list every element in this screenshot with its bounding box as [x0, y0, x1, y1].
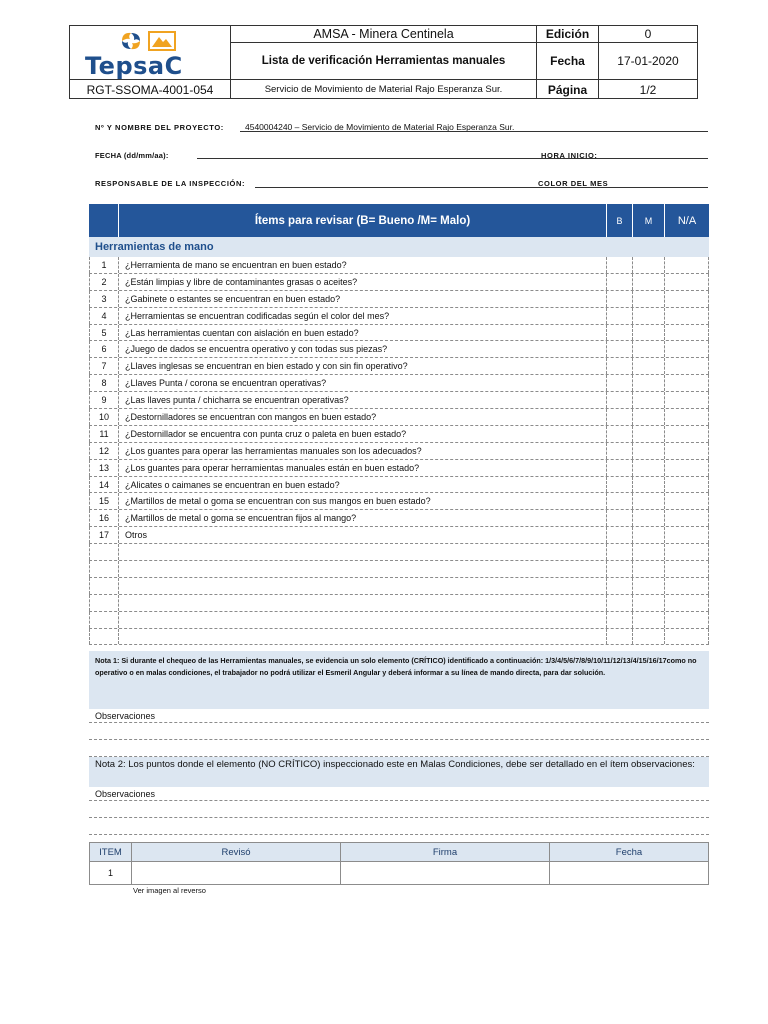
row-check-m[interactable]	[633, 527, 665, 543]
row-check-na[interactable]	[665, 629, 709, 645]
page-label: Página	[537, 80, 599, 99]
table-row	[89, 325, 709, 342]
table-row	[89, 460, 709, 477]
row-question: ¿Los guantes para operar herramientas manuales están en buen estado?	[119, 460, 607, 476]
table-row	[89, 358, 709, 375]
header-number-cell	[89, 204, 119, 237]
row-check-b[interactable]	[607, 257, 633, 273]
row-check-m[interactable]	[633, 510, 665, 526]
table-row	[89, 409, 709, 426]
row-check-m[interactable]	[633, 426, 665, 442]
row-check-b[interactable]	[607, 460, 633, 476]
table-row	[89, 274, 709, 291]
row-number: 16	[89, 510, 119, 526]
table-row	[89, 510, 709, 527]
project-line	[240, 131, 708, 132]
row-question	[119, 612, 607, 628]
row-check-m[interactable]	[633, 409, 665, 425]
row-question: ¿Llaves inglesas se encuentran en bien estado y con sin fin operativo?	[119, 358, 607, 374]
sig-header-reviso: Revisó	[132, 843, 341, 861]
observations-line-1[interactable]	[89, 722, 709, 723]
row-number: 8	[89, 375, 119, 391]
row-number: 7	[89, 358, 119, 374]
observations2-line-2[interactable]	[89, 817, 709, 818]
row-question: ¿Alicates o caimanes se encuentran en buen estado?	[119, 477, 607, 493]
date-value: 17-01-2020	[599, 43, 697, 80]
row-check-b[interactable]	[607, 375, 633, 391]
row-check-b[interactable]	[607, 629, 633, 645]
row-check-m[interactable]	[633, 291, 665, 307]
row-question	[119, 561, 607, 577]
observations2-line-1[interactable]	[89, 800, 709, 801]
row-question: ¿Martillos de metal o goma se encuentran fijos al mango?	[119, 510, 607, 526]
row-question: ¿Herramienta de mano se encuentran en buen estado?	[119, 257, 607, 273]
project-value: 4540004240 – Servicio de Movimiento de Material Rajo Esperanza Sur.	[245, 122, 515, 132]
row-check-m[interactable]	[633, 561, 665, 577]
row-question: ¿Destornilladores se encuentran con mangos en buen estado?	[119, 409, 607, 425]
row-check-na[interactable]	[665, 544, 709, 560]
row-check-b[interactable]	[607, 409, 633, 425]
row-check-na[interactable]	[665, 308, 709, 324]
row-check-m[interactable]	[633, 544, 665, 560]
table-row	[89, 375, 709, 392]
row-check-m[interactable]	[633, 274, 665, 290]
header-m: M	[633, 204, 665, 237]
swirl-logo-icon	[118, 30, 144, 52]
row-check-b[interactable]	[607, 358, 633, 374]
row-check-b[interactable]	[607, 561, 633, 577]
row-number: 15	[89, 493, 119, 509]
footer-note: Ver imagen al reverso	[133, 886, 206, 895]
row-question: ¿Llaves Punta / corona se encuentran operativas?	[119, 375, 607, 391]
row-number	[89, 544, 119, 560]
header-b: B	[607, 204, 633, 237]
row-check-b[interactable]	[607, 392, 633, 408]
table-row	[89, 443, 709, 460]
row-question: ¿Martillos de metal o goma se encuentran con sus mangos en buen estado?	[119, 493, 607, 509]
row-check-m[interactable]	[633, 341, 665, 357]
nota-1: Nota 1: Si durante el chequeo de las Herramientas manuales, se evidencia un solo elemento (CRÍTICO) identificado a continuación: 1/3/4/5/6/7/8/9/10/11/12/13/4/15/16/17como no operativo o en malas condiciones, el trabajador no podrá utilizar el Esmeril Angular y deberá informar a su línea de mando directa, para dar solución.	[89, 651, 709, 709]
row-check-b[interactable]	[607, 527, 633, 543]
row-check-na[interactable]	[665, 341, 709, 357]
row-number: 6	[89, 341, 119, 357]
row-question: ¿Están limpias y libre de contaminantes grasas o aceites?	[119, 274, 607, 290]
table-row	[89, 527, 709, 544]
row-number	[89, 595, 119, 611]
sig-header-item: ITEM	[90, 843, 132, 861]
row-check-b[interactable]	[607, 426, 633, 442]
table-row	[89, 257, 709, 274]
row-check-m[interactable]	[633, 477, 665, 493]
row-number: 5	[89, 325, 119, 341]
row-check-b[interactable]	[607, 544, 633, 560]
color-of-month-label: COLOR DEL MES	[538, 179, 609, 188]
row-number: 14	[89, 477, 119, 493]
row-check-m[interactable]	[633, 612, 665, 628]
mountain-logo-icon	[148, 31, 176, 51]
observations-label: Observaciones	[95, 711, 156, 721]
items-table-body	[89, 257, 709, 645]
row-check-m[interactable]	[633, 358, 665, 374]
row-number: 4	[89, 308, 119, 324]
row-question: ¿Gabinete o estantes se encuentran en buen estado?	[119, 291, 607, 307]
row-check-m[interactable]	[633, 325, 665, 341]
row-check-na[interactable]	[665, 426, 709, 442]
row-check-m[interactable]	[633, 578, 665, 594]
observations-line-2[interactable]	[89, 739, 709, 740]
header-na: N/A	[677, 214, 697, 227]
row-number: 3	[89, 291, 119, 307]
row-check-b[interactable]	[607, 510, 633, 526]
row-check-b[interactable]	[607, 291, 633, 307]
signature-header	[89, 842, 709, 862]
row-check-na[interactable]	[665, 274, 709, 290]
table-row	[89, 426, 709, 443]
row-check-na[interactable]	[665, 493, 709, 509]
row-check-b[interactable]	[607, 578, 633, 594]
table-row	[89, 291, 709, 308]
row-number: 12	[89, 443, 119, 459]
table-row	[89, 341, 709, 358]
row-check-m[interactable]	[633, 443, 665, 459]
row-number	[89, 578, 119, 594]
service-name: Servicio de Movimiento de Material Rajo Esperanza Sur.	[231, 80, 537, 99]
row-check-na[interactable]	[665, 595, 709, 611]
row-check-b[interactable]	[607, 477, 633, 493]
row-check-m[interactable]	[633, 595, 665, 611]
row-question: ¿Juego de dados se encuentra operativo y con todas sus piezas?	[119, 341, 607, 357]
row-check-b[interactable]	[607, 274, 633, 290]
row-check-na[interactable]	[665, 291, 709, 307]
row-check-na[interactable]	[665, 510, 709, 526]
observations-label-2: Observaciones	[95, 789, 156, 799]
row-number: 10	[89, 409, 119, 425]
table-row	[89, 629, 709, 646]
sig-row-reviso[interactable]	[132, 862, 341, 884]
row-number: 13	[89, 460, 119, 476]
row-question: ¿Destornillador se encuentra con punta cruz o paleta en buen estado?	[119, 426, 607, 442]
observations2-line-3[interactable]	[89, 834, 709, 835]
date-label: Fecha	[537, 43, 599, 80]
row-question: Otros	[119, 527, 607, 543]
row-check-m[interactable]	[633, 493, 665, 509]
table-row	[89, 493, 709, 510]
company-logo	[70, 26, 231, 80]
row-check-na[interactable]	[665, 527, 709, 543]
responsible-label: RESPONSABLE DE LA INSPECCIÓN:	[95, 179, 246, 188]
table-row	[89, 612, 709, 629]
signature-table	[89, 842, 709, 885]
date-line[interactable]	[197, 158, 708, 159]
row-number: 11	[89, 426, 119, 442]
row-check-na[interactable]	[665, 460, 709, 476]
row-number	[89, 629, 119, 645]
row-check-b[interactable]	[607, 612, 633, 628]
start-time-label: HORA INICIO:	[541, 151, 598, 160]
signature-row	[89, 862, 709, 885]
responsible-line[interactable]	[255, 187, 708, 188]
row-check-na[interactable]	[665, 325, 709, 341]
row-question: ¿Herramientas se encuentran codificadas según el color del mes?	[119, 308, 607, 324]
row-check-m[interactable]	[633, 629, 665, 645]
row-number	[89, 561, 119, 577]
sig-row-number: 1	[90, 862, 132, 884]
date-field-label: FECHA (dd/mm/aa):	[95, 151, 169, 160]
row-question: ¿Las llaves punta / chicharra se encuentran operativas?	[119, 392, 607, 408]
row-question: ¿Las herramientas cuentan con aislación en buen estado?	[119, 325, 607, 341]
row-check-m[interactable]	[633, 308, 665, 324]
row-number: 17	[89, 527, 119, 543]
table-row	[89, 477, 709, 494]
section-title: Herramientas de mano	[89, 237, 709, 257]
row-check-b[interactable]	[607, 308, 633, 324]
row-check-m[interactable]	[633, 460, 665, 476]
items-table-header	[89, 204, 709, 237]
row-question	[119, 629, 607, 645]
sig-header-fecha: Fecha	[615, 846, 643, 858]
row-check-na[interactable]	[665, 257, 709, 273]
document-code: RGT-SSOMA-4001-054	[70, 80, 231, 99]
row-check-b[interactable]	[607, 325, 633, 341]
row-number	[89, 612, 119, 628]
row-number: 2	[89, 274, 119, 290]
page-value: 1/2	[639, 82, 657, 97]
logo-text: TepsaC	[85, 52, 183, 80]
row-check-na[interactable]	[665, 612, 709, 628]
nota-2: Nota 2: Los puntos donde el elemento (NO CRÍTICO) inspeccionado este en Malas Condiciones, debe ser detallado en el ítem observaciones:	[89, 757, 709, 787]
table-row	[89, 578, 709, 595]
row-check-na[interactable]	[665, 358, 709, 374]
company-name: AMSA - Minera Centinela	[231, 26, 537, 43]
row-question	[119, 578, 607, 594]
sig-row-firma[interactable]	[341, 862, 550, 884]
row-check-b[interactable]	[607, 341, 633, 357]
row-number: 9	[89, 392, 119, 408]
row-check-na[interactable]	[665, 443, 709, 459]
table-row	[89, 595, 709, 612]
row-check-m[interactable]	[633, 375, 665, 391]
row-check-na[interactable]	[665, 392, 709, 408]
row-check-na[interactable]	[665, 409, 709, 425]
project-label: Nº Y NOMBRE DEL PROYECTO:	[95, 123, 224, 132]
row-check-b[interactable]	[607, 493, 633, 509]
table-row	[89, 561, 709, 578]
row-check-b[interactable]	[607, 443, 633, 459]
document-title: Lista de verificación Herramientas manuales	[231, 43, 537, 80]
row-question	[119, 595, 607, 611]
row-check-na[interactable]	[665, 561, 709, 577]
edition-value: 0	[599, 26, 697, 43]
row-check-na[interactable]	[665, 477, 709, 493]
sig-row-fecha[interactable]	[550, 862, 708, 884]
document-header	[69, 25, 698, 99]
row-check-na[interactable]	[665, 375, 709, 391]
row-number: 1	[89, 257, 119, 273]
sig-header-firma: Firma	[341, 843, 550, 861]
header-items: Ítems para revisar (B= Bueno /M= Malo)	[119, 204, 607, 237]
table-row	[89, 544, 709, 561]
row-question	[119, 544, 607, 560]
edition-label: Edición	[537, 26, 599, 43]
row-check-m[interactable]	[633, 392, 665, 408]
row-check-m[interactable]	[633, 257, 665, 273]
row-check-na[interactable]	[665, 578, 709, 594]
row-check-b[interactable]	[607, 595, 633, 611]
table-row	[89, 392, 709, 409]
table-row	[89, 308, 709, 325]
row-question: ¿Los guantes para operar las herramientas manuales son los adecuados?	[119, 443, 607, 459]
